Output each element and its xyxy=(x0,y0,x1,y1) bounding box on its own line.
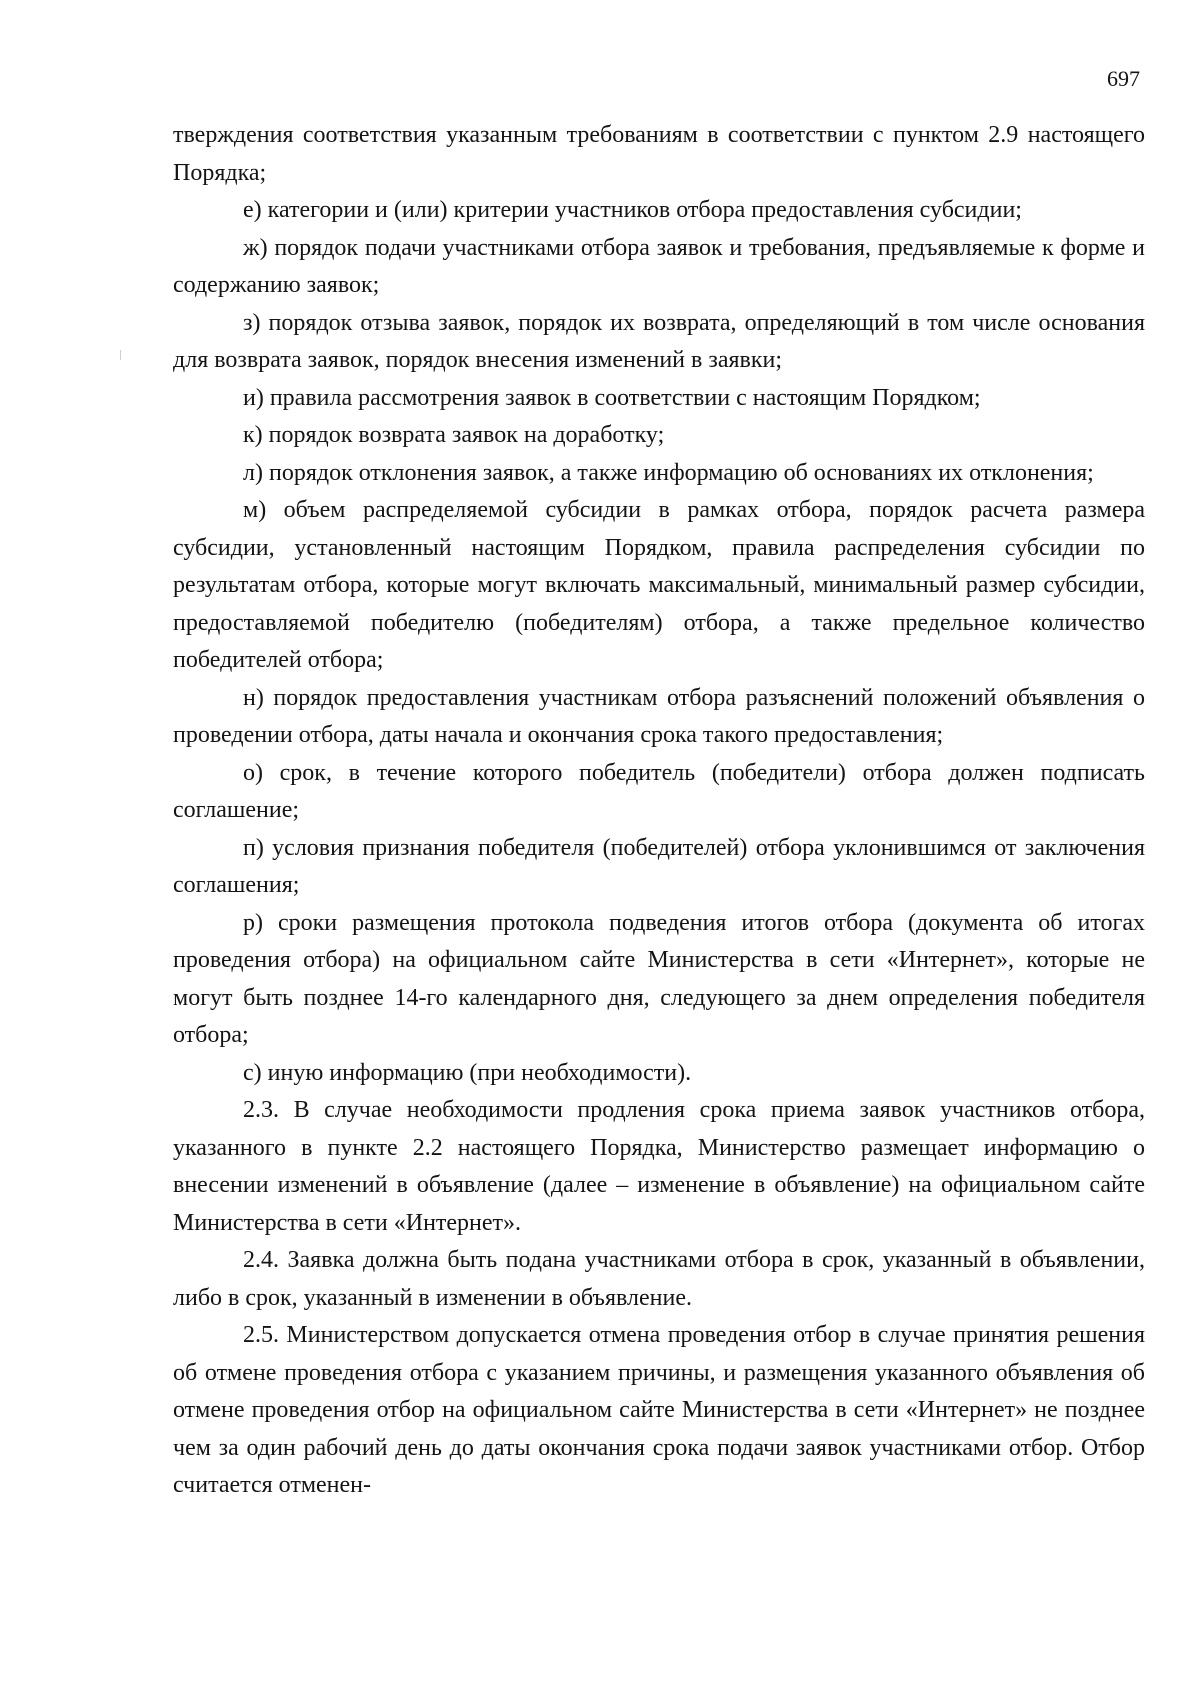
paragraph: 2.5. Министерством допускается отмена проведения отбор в случае принятия решения об отмене проведения отбора с указанием причины, и размещения указанного объявления об отмене проведения отбор на официальном сайте Министерства в сети «Интернет» не позднее чем за один рабочий день до даты окончания срока подачи заявок участниками отбор. Отбор считается отменен- xyxy=(173,1322,1145,1498)
paragraph: р) сроки размещения протокола подведения итогов отбора (документа об итогах проведения отбора) на официальном сайте Министерства в сети «Интернет», которые не могут быть позднее 14-го календарного дня, следующего за днем определения победителя отбора; xyxy=(173,909,1145,1048)
paragraph: с) иную информацию (при необходимости). xyxy=(243,1059,692,1086)
paragraph: п) условия признания победителя (победителей) отбора уклонившимся от заключения соглашения; xyxy=(173,834,1145,898)
page-number: 697 xyxy=(1107,66,1140,91)
paragraph: 2.3. В случае необходимости продления срока приема заявок участников отбора, указанного в пункте 2.2 настоящего Порядка, Министерство размещает информацию о внесении изменений в объявление (далее – изменение в объявление) на официальном сайте Министерства в сети «Интернет». xyxy=(173,1097,1145,1236)
paragraph: к) порядок возврата заявок на доработку; xyxy=(243,422,665,448)
paragraph: и) правила рассмотрения заявок в соответствии с настоящим Порядком; xyxy=(243,384,981,411)
paragraph: 2.4. Заявка должна быть подана участниками отбора в срок, указанный в объявлении, либо в срок, указанный в изменении в объявление. xyxy=(173,1247,1145,1311)
paragraph: о) срок, в течение которого победитель (победители) отбора должен подписать соглашение; xyxy=(173,759,1145,823)
paragraph: е) категории и (или) критерии участников отбора предоставления субсидии; xyxy=(243,197,1022,223)
paragraph: ж) порядок подачи участниками отбора заявок и требования, предъявляемые к форме и содержанию заявок; xyxy=(173,234,1145,298)
scan-margin-mark xyxy=(120,350,121,360)
paragraph: м) объем распределяемой субсидии в рамках отбора, порядок расчета размера субсидии, установленный настоящим Порядком, правила распределения субсидии по результатам отбора, которые могут включать максимальный, минимальный размер субсидии, предоставляемой победителю (победителям) отбора, а также предельное количество победителей отбора; xyxy=(173,497,1145,673)
paragraph: н) порядок предоставления участникам отбора разъяснений положений объявления о проведении отбора, даты начала и окончания срока такого предоставления; xyxy=(173,684,1145,748)
document-body xyxy=(173,117,1145,1505)
paragraph: л) порядок отклонения заявок, а также информацию об основаниях их отклонения; xyxy=(243,459,1094,486)
paragraph: тверждения соответствия указанным требованиям в соответствии с пунктом 2.9 настоящего Порядка; xyxy=(173,122,1145,186)
paragraph: з) порядок отзыва заявок, порядок их возврата, определяющий в том числе основания для возврата заявок, порядок внесения изменений в заявки; xyxy=(173,309,1145,373)
